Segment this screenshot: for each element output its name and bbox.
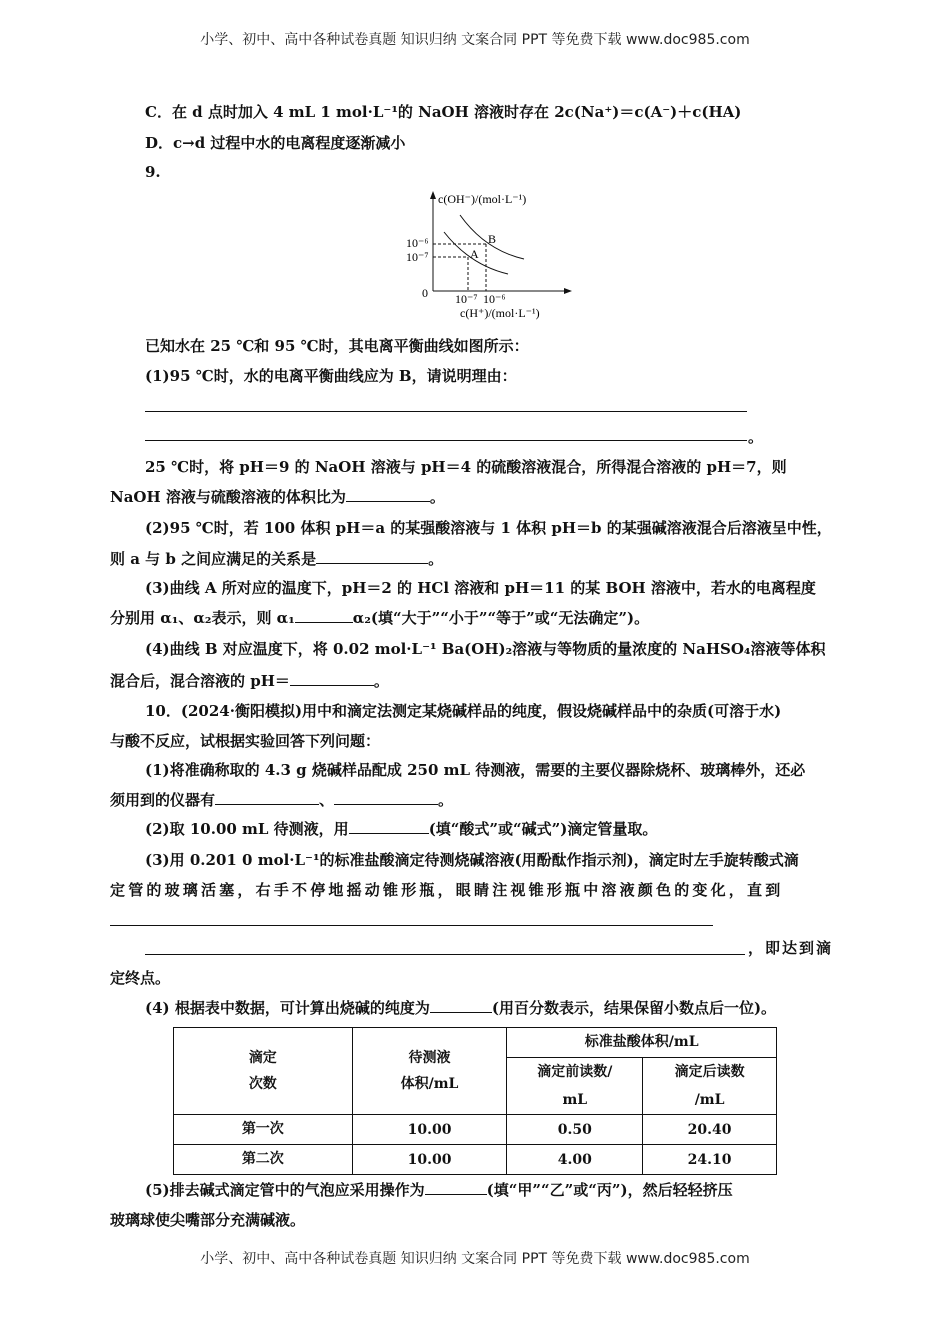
x-axis-arrow-icon: [564, 288, 572, 294]
period: 。: [428, 550, 444, 568]
y-tick-1e-6: 10⁻⁶: [406, 236, 429, 250]
period: 。: [438, 791, 454, 809]
cell: 第二次: [174, 1145, 353, 1175]
page-footer: 小学、初中、高中各种试卷真题 知识归纳 文案合同 PPT 等免费下载 www.doc985.com: [200, 1251, 750, 1267]
x-axis-label: c(H⁺)/(mol·L⁻¹): [460, 306, 540, 320]
q10-part2: [145, 819, 657, 839]
header-after: 滴定后读数 /mL: [643, 1058, 777, 1115]
text: 分别用 α₁、α₂表示，则 α₁: [110, 609, 295, 627]
q9-part1: (1)95 ℃时，水的电离平衡曲线应为 B，请说明理由：: [145, 367, 517, 385]
q10-part5: [145, 1180, 733, 1200]
titration-data-table: [173, 1027, 777, 1175]
answer-blank[interactable]: [346, 487, 430, 502]
q10-part1: (1)将准确称取的 4.3 g 烧碱样品配成 250 mL 待测液，需要的主要仪器除烧杯、玻璃棒外，还必: [145, 761, 806, 779]
answer-blank[interactable]: [430, 998, 492, 1013]
text: NaOH 溶液与硫酸溶液的体积比为: [110, 488, 346, 506]
text: 则 a 与 b 之间应满足的关系是: [110, 550, 317, 568]
answer-line: [145, 411, 747, 412]
text: 混合后，混合溶液的 pH＝: [110, 672, 290, 690]
q10-part3-end2: 定终点。: [110, 969, 171, 987]
text: (5)排去碱式滴定管中的气泡应采用操作为: [145, 1181, 425, 1199]
q10-part1-cont: [110, 790, 453, 810]
q9-part4: (4)曲线 B 对应温度下，将 0.02 mol·L⁻¹ Ba(OH)₂溶液与等物质的量浓度的 NaHSO₄溶液等体积: [145, 640, 826, 658]
point-a-label: A: [470, 247, 479, 261]
text: (用百分数表示，结果保留小数点后一位)。: [491, 999, 777, 1017]
y-tick-1e-7: 10⁻⁷: [406, 250, 429, 264]
cell: 24.10: [643, 1145, 777, 1175]
q10-stem-cont: 与酸不反应，试根据实验回答下列问题：: [110, 732, 381, 750]
q10-part3: (3)用 0.201 0 mol·L⁻¹的标准盐酸滴定待测烧碱溶液(用酚酞作指示剂)，滴定时左手旋转酸式滴: [145, 851, 799, 869]
header-std-hcl: 标准盐酸体积/mL: [507, 1028, 777, 1058]
x-tick-1e-6: 10⁻⁶: [483, 292, 506, 306]
text: 须用到的仪器有: [110, 791, 216, 809]
q10-part3-end: ，即达到滴: [748, 939, 834, 957]
q10-stem: 10．(2024·衡阳模拟)用中和滴定法测定某烧碱样品的纯度，假设烧碱样品中的杂质(可溶于水): [145, 702, 782, 720]
q8-option-d: D．c→d 过程中水的电离程度逐渐减小: [145, 134, 406, 152]
q9-part1b: 25 ℃时，将 pH＝9 的 NaOH 溶液与 pH＝4 的硫酸溶液混合，所得混合溶液的 pH＝7，则: [145, 458, 787, 476]
q9-part2-cont: [110, 549, 443, 569]
q8-option-c: C．在 d 点时加入 4 mL 1 mol·L⁻¹的 NaOH 溶液时存在 2c(Na⁺)＝c(A⁻)＋c(HA): [145, 103, 742, 121]
answer-blank[interactable]: [215, 790, 319, 805]
table-row: [174, 1145, 777, 1175]
origin-label: 0: [422, 286, 428, 300]
period: 。: [373, 672, 389, 690]
y-axis-label: c(OH⁻)/(mol·L⁻¹): [438, 192, 527, 206]
q10-part3-cont: 定管的玻璃活塞，右手不停地摇动锥形瓶，眼睛注视锥形瓶中溶液颜色的变化，直到: [110, 881, 784, 899]
answer-blank[interactable]: [316, 549, 428, 564]
period: 。: [429, 488, 445, 506]
y-axis-arrow-icon: [430, 191, 436, 199]
cell: 20.40: [643, 1115, 777, 1145]
answer-blank[interactable]: [290, 671, 374, 686]
q9-part2: (2)95 ℃时，若 100 体积 pH＝a 的某强酸溶液与 1 体积 pH＝b 的某强碱溶液混合后溶液呈中性，: [145, 519, 832, 537]
water-ionization-graph: [400, 185, 580, 325]
q9-part1b-cont: [110, 487, 445, 507]
table-row: [174, 1115, 777, 1145]
cell: 4.00: [507, 1145, 643, 1175]
text: (2)取 10.00 mL 待测液，用: [145, 820, 349, 838]
period: 。: [748, 428, 764, 446]
cell: 第一次: [174, 1115, 353, 1145]
q10-part5-cont: 玻璃球使尖嘴部分充满碱液。: [110, 1211, 306, 1229]
q9-number: 9.: [145, 163, 161, 181]
header-before: 滴定前读数/ mL: [507, 1058, 643, 1115]
text: (填“甲”“乙”或“丙”)，然后轻轻挤压: [486, 1181, 733, 1199]
answer-blank[interactable]: [334, 790, 438, 805]
text: (填“酸式”或“碱式”)滴定管量取。: [428, 820, 658, 838]
answer-blank[interactable]: [295, 608, 353, 623]
text: (4) 根据表中数据，可计算出烧碱的纯度为: [145, 999, 430, 1017]
answer-blank[interactable]: [425, 1180, 487, 1195]
page-header: 小学、初中、高中各种试卷真题 知识归纳 文案合同 PPT 等免费下载 www.doc985.com: [200, 32, 750, 48]
answer-line: [110, 925, 713, 926]
q10-part4: [145, 998, 776, 1018]
answer-line: [145, 440, 747, 441]
q9-part4-cont: [110, 671, 389, 691]
cell: 0.50: [507, 1115, 643, 1145]
q9-part3-cont: [110, 608, 649, 628]
q9-intro: 已知水在 25 ℃和 95 ℃时，其电离平衡曲线如图所示：: [145, 337, 529, 355]
cell: 10.00: [352, 1145, 507, 1175]
cell: 10.00: [352, 1115, 507, 1145]
point-b-label: B: [488, 232, 497, 246]
answer-blank[interactable]: [349, 819, 429, 834]
text: α₂(填“大于”“小于”“等于”或“无法确定”)。: [352, 609, 650, 627]
header-times: 滴定 次数: [174, 1028, 353, 1115]
answer-line: [145, 954, 745, 955]
header-volume: 待测液 体积/mL: [352, 1028, 507, 1115]
q9-part3: (3)曲线 A 所对应的温度下，pH＝2 的 HCl 溶液和 pH＝11 的某 BOH 溶液中，若水的电离程度: [145, 579, 816, 597]
x-tick-1e-7: 10⁻⁷: [455, 292, 478, 306]
comma: 、: [319, 791, 335, 809]
